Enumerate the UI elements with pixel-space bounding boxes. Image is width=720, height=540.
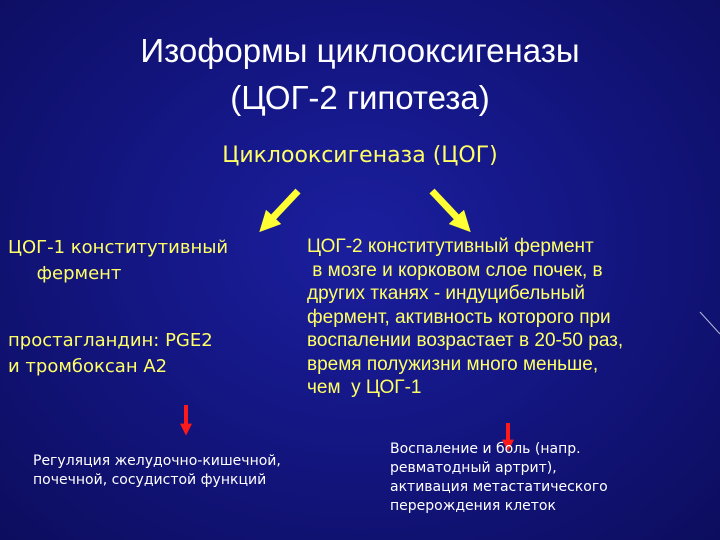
cox2-desc-line: в мозге и корковом слое почек, в: [307, 259, 603, 281]
slide-title-line-1: Изоформы циклооксигеназы: [140, 32, 580, 69]
cox1-name-line: ЦОГ-1 конститутивный: [8, 237, 229, 258]
cox2-desc-line: воспалении возрастает в 20-50 раз,: [307, 330, 624, 351]
cox2-desc-line: других тканях - индуцибельный: [307, 283, 585, 304]
cox2-effect-line: Воспаление и боль (напр.: [390, 441, 581, 457]
edge-decoration-line: [700, 312, 720, 334]
cox1-effect-line: почечной, сосудистой функций: [33, 472, 267, 488]
arrow-to-cox1: [266, 191, 298, 225]
cox2-effect-line: ревматодный артрит),: [390, 460, 557, 476]
root-enzyme-label: Циклооксигеназа (ЦОГ): [222, 143, 498, 168]
cox1-name-line: фермент: [8, 263, 122, 284]
cox2-effect-line: активация метастатического: [390, 479, 608, 495]
cox1-products-line: и тромбоксан А2: [8, 356, 168, 377]
cox1-products-line: простагландин: PGE2: [8, 330, 213, 351]
cox2-desc-line: ЦОГ-2 конститутивный фермент: [307, 236, 594, 257]
arrow-to-cox2: [432, 191, 464, 225]
cox2-desc-line: фермент, активность которого при: [307, 306, 611, 328]
cox2-effect-line: перерождения клеток: [390, 498, 556, 514]
cox1-effect-line: Регуляция желудочно-кишечной,: [33, 453, 281, 469]
cox2-desc-line: чем у ЦОГ-1: [307, 377, 422, 398]
cox2-desc-line: время полужизни много меньше,: [307, 353, 599, 375]
slide-title-line-2: (ЦОГ-2 гипотеза): [230, 79, 490, 116]
